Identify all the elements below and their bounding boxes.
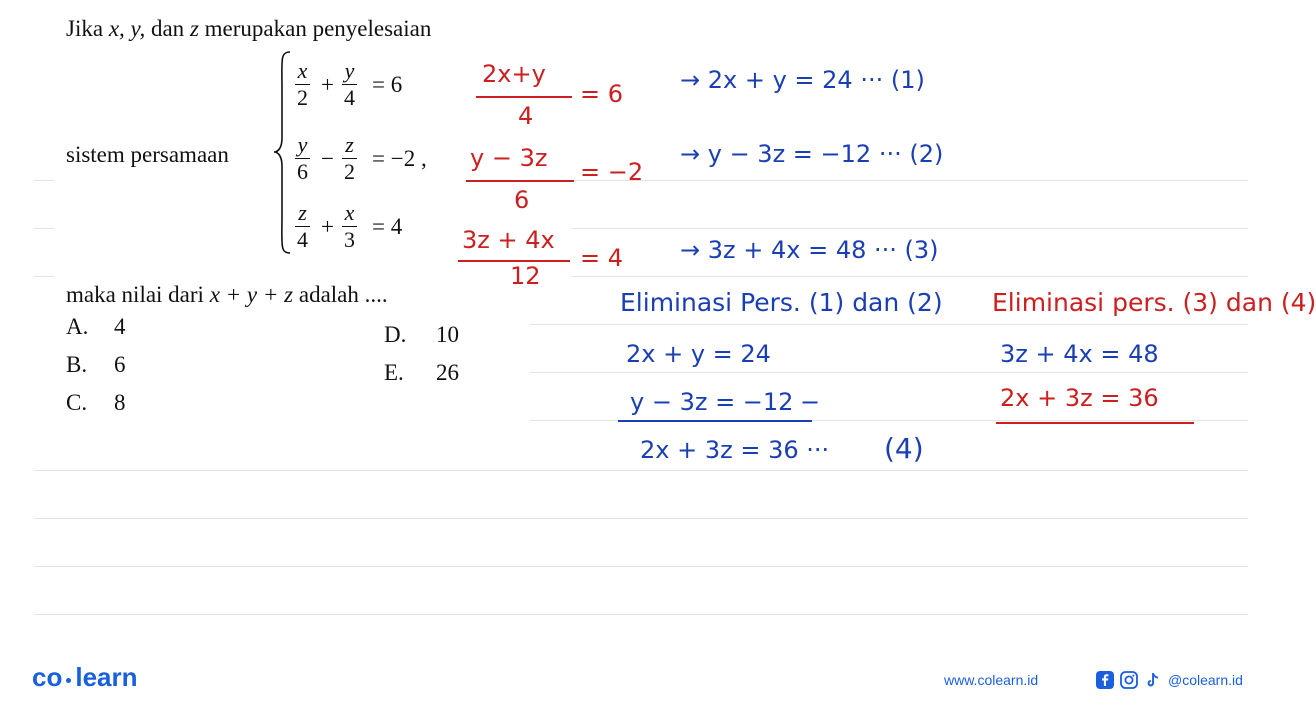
hw-elim2-line1: 3z + 4x = 48 [1000,340,1159,368]
notebook-rule [34,180,54,181]
hw-r1-numerator: 2x+y [482,60,546,88]
facebook-icon[interactable] [1096,671,1114,689]
hw-r2-numerator: y − 3z [470,144,548,172]
option-c[interactable] [66,390,126,416]
option-d[interactable] [384,322,459,348]
hw-elim1-tag: (4) [884,432,924,465]
hw-elim2-line2: 2x + 3z = 36 [1000,384,1159,412]
option-letter: C. [66,390,88,415]
option-letter: B. [66,352,88,377]
hw-r3-numerator: 3z + 4x [462,226,555,254]
question-ask [66,282,388,308]
hw-r2-fraction-bar [466,180,574,182]
option-letter: A. [66,314,89,339]
eq1-fraction-2: $\frac{y}{4}$ [344,58,355,110]
eq1-fraction-1: $\frac{x}{2}$ [297,58,308,110]
social-handle[interactable]: @colearn.id [1168,672,1243,688]
logo-part-learn: learn [75,662,138,692]
option-e[interactable] [384,360,459,386]
option-value: 26 [436,360,459,385]
eq2-fraction-2: $\frac{z}{2}$ [344,132,355,184]
hw-elim1-sum-bar [618,420,812,422]
website-link[interactable]: www.colearn.id [944,672,1039,688]
option-value: 6 [114,352,126,377]
tiktok-icon[interactable] [1144,671,1162,689]
notebook-rule [34,228,54,229]
hw-r2-result: → y − 3z = −12 ··· (2) [680,140,944,168]
hw-elim2-sum-bar [996,422,1194,424]
eq3-operator: + [321,214,334,239]
hw-r1-result: → 2x + y = 24 ··· (1) [680,66,925,94]
notebook-rule [530,324,1248,325]
hw-r1-rhs: = 6 [580,80,624,108]
option-value: 10 [436,322,459,347]
logo-dot [66,678,71,683]
hw-r3-result: → 3z + 4x = 48 ··· (3) [680,236,939,264]
hw-elim1-title: Eliminasi Pers. (1) dan (2) [620,288,943,317]
instagram-icon[interactable] [1120,671,1138,689]
eq2-rhs: = −2 , [372,146,427,171]
hw-r2-rhs: = −2 [580,158,644,186]
option-value: 4 [114,314,126,339]
intro-dan: dan [150,16,185,41]
hw-elim1-minus: − [800,388,821,416]
notebook-rule [34,470,1248,471]
option-letter: D. [384,322,407,347]
eq1-operator: + [321,72,334,97]
hw-r3-rhs: = 4 [580,244,624,272]
eq3-fraction-1: $\frac{z}{4}$ [297,200,308,252]
hw-elim1-line3: 2x + 3z = 36 ··· [640,436,830,464]
notebook-rule [572,180,1248,181]
logo-part-co: co [32,662,63,692]
colearn-logo [32,662,138,693]
hw-elim1-line1: 2x + y = 24 [626,340,771,368]
ask-expression: x + y + z [209,282,294,307]
intro-z: z [189,16,199,41]
hw-elim1-line2: y − 3z = −12 [630,388,794,416]
hw-r2-denominator: 6 [514,186,530,214]
ask-prefix: maka nilai dari [66,282,204,307]
option-b[interactable] [66,352,126,378]
notebook-rule [34,518,1248,519]
hw-r1-fraction-bar [476,96,572,98]
notebook-rule [34,276,54,277]
hw-elim2-title: Eliminasi pers. (3) dan (4) [992,288,1316,317]
eq2-operator: − [321,146,334,171]
notebook-rule [530,372,1248,373]
intro-prefix: Jika [66,16,104,41]
notebook-rule [34,566,1248,567]
notebook-rule [572,276,1248,277]
option-a[interactable] [66,314,126,340]
eq3-fraction-2: $\frac{x}{3}$ [344,200,355,252]
hw-r1-denominator: 4 [518,102,534,130]
question-intro [66,16,431,42]
eq3-rhs: = 4 [372,214,403,239]
intro-suffix: merupakan penyelesaian [204,16,432,41]
eq2-fraction-1: $\frac{y}{6}$ [297,132,308,184]
option-value: 8 [114,390,126,415]
ask-suffix: adalah .... [298,282,388,307]
notebook-rule [572,228,1248,229]
notebook-rule [34,614,1248,615]
system-label: sistem persamaan [66,142,229,167]
eq1-rhs: = 6 [372,72,403,97]
hw-r3-denominator: 12 [510,262,541,290]
intro-vars: x, y, [108,16,146,41]
system-brace [272,50,292,255]
option-letter: E. [384,360,404,385]
